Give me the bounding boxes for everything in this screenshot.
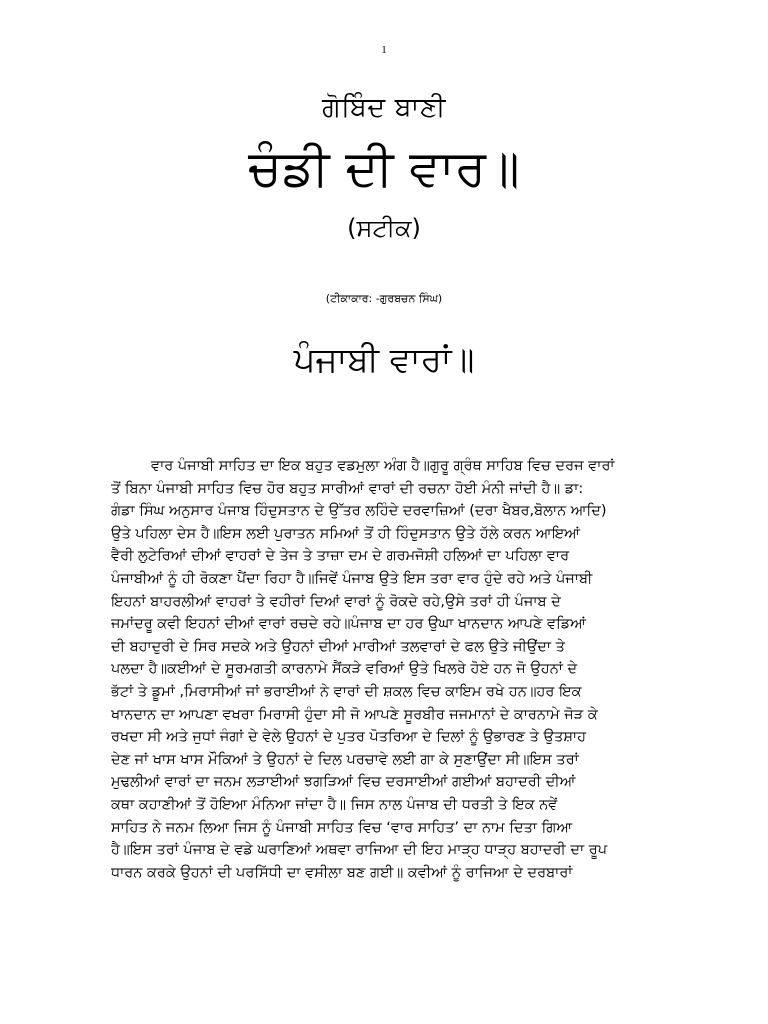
body-line: ਪੰਜਾਬੀਆਂ ਨੂੰ ਹੀ ਰੋਕਣਾ ਪੈਂਦਾ ਰਿਹਾ ਹੈ॥ਜਿਵੇਂ ਪੰਜਾਬ ਉਤੇ ਇਸ ਤਰਾ ਵਾਰ ਹੁੰਦੇ ਰਹੇ ਅਤੇ ਪੰਜਾਬੀ: [111, 570, 593, 587]
body-line: ਵਾਰ ਪੰਜਾਬੀ ਸਾਹਿਤ ਦਾ ਇਕ ਬਹੁਤ ਵਡਮੁਲਾ ਅੰਗ ਹੈ॥ਗੁਰੂ ਗ੍ਰੰਥ ਸਾਹਿਬ ਵਿਚ ਦਰਜ ਵਾਰਾਂ: [151, 458, 615, 474]
body-line: ਵੈਰੀ ਲੁਟੇਰਿਆਂ ਦੀਆਂ ਵਾਹਰਾਂ ਦੇ ਤੇਜ ਤੇ ਤਾਜ਼ਾ ਦਮ ਦੇ ਗਰਮਜੋਸ਼ੀ ਹਲਿਆਂ ਦਾ ਪਹਿਲਾ ਵਾਰ: [111, 548, 570, 565]
body-line: ਸਾਹਿਤ ਨੇ ਜਨਮ ਲਿਆ ਜਿਸ ਨੂੰ ਪੰਜਾਬੀ ਸਾਹਿਤ ਵਿਚ ‘ਵਾਰ ਸਾਹਿਤ’ ਦਾ ਨਾਮ ਦਿਤਾ ਗਿਆ: [111, 819, 573, 836]
body-line: ਦੇਣ ਜਾਂ ਖਾਸ ਖਾਸ ਮੌਕਿਆਂ ਤੇ ਉਹਨਾਂ ਦੇ ਦਿਲ ਪਰਚਾਵੇ ਲਈ ਗਾ ਕੇ ਸੁਣਾਉਂਦਾ ਸੀ॥ਇਸ ਤਰਾਂ: [111, 751, 579, 768]
body-line: ਤੋਂ ਬਿਨਾ ਪੰਜਾਬੀ ਸਾਹਿਤ ਵਿਚ ਹੋਰ ਬਹੁਤ ਸਾਰੀਆਂ ਵਾਰਾਂ ਦੀ ਰਚਨਾ ਹੋਈ ਮੰਨੀ ਜਾਂਦੀ ਹੈ॥ ਡਾ:: [111, 480, 584, 497]
book-title: ਗੋਬਿੰਦ ਬਾਣੀ: [321, 92, 447, 123]
body-line: ਜਮਾਂਦਰੂ ਕਵੀ ਇਹਨਾਂ ਦੀਆਂ ਵਾਰਾਂ ਰਚਦੇ ਰਹੇ॥ਪੰਜਾਬ ਦਾ ਹਰ ਉਘਾ ਖਾਨਦਾਨ ਆਪਣੇ ਵਡਿਆਂ: [111, 616, 586, 633]
subtitle: (ਸਟੀਕ): [347, 214, 421, 242]
body-line: ਉਤੇ ਪਹਿਲਾ ਦੇਸ ਹੈ॥ਇਸ ਲਈ ਪੁਰਾਤਨ ਸਮਿਆਂ ਤੋਂ ਹੀ ਹਿੰਦੁਸਤਾਨ ਉਤੇ ਹੱਲੇ ਕਰਨ ਆਇਆਂ: [111, 525, 580, 542]
main-title: ਚੰਡੀ ਦੀ ਵਾਰ॥: [248, 139, 520, 197]
page-number: 1: [381, 44, 387, 56]
section-title: ਪੰਜਾਬੀ ਵਾਰਾਂ॥: [293, 340, 475, 380]
body-line: ਧਾਰਨ ਕਰਕੇ ਉਹਨਾਂ ਦੀ ਪਰਸਿੱਧੀ ਦਾ ਵਸੀਲਾ ਬਣ ਗਈ॥ ਕਵੀਆਂ ਨੂੰ ਰਾਜਿਆ ਦੇ ਦਰਬਾਰਾਂ: [111, 864, 573, 881]
body-paragraph: [111, 455, 659, 884]
body-line: ਖਾਨਦਾਨ ਦਾ ਆਪਣਾ ਵਖਰਾ ਮਿਰਾਸੀ ਹੁੰਦਾ ਸੀ ਜੋ ਆਪਣੇ ਸੂਰਬੀਰ ਜਜਮਾਨਾਂ ਦੇ ਕਾਰਨਾਮੇ ਜੋੜ ਕੇ: [111, 706, 598, 723]
body-line: ਹੈ॥ਇਸ ਤਰਾਂ ਪੰਜਾਬ ਦੇ ਵਡੇ ਘਰਾਣਿਆਂ ਅਥਵਾ ਰਾਜਿਆ ਦੀ ਇਹ ਮਾੜ੍ਹ ਧਾੜ੍ਹ ਬਹਾਦਰੀ ਦਾ ਰੂਪ: [111, 842, 608, 859]
body-line: ਇਹਨਾਂ ਬਾਹਰਲੀਆਂ ਵਾਹਰਾਂ ਤੇ ਵਹੀਰਾਂ ਦਿਆਂ ਵਾਰਾਂ ਨੂੰ ਰੋਕਦੇ ਰਹੇ,ਉਸੇ ਤਰਾਂ ਹੀ ਪੰਜਾਬ ਦੇ: [111, 593, 561, 610]
body-line: ਰਖਦਾ ਸੀ ਅਤੇ ਜੁਧਾਂ ਜੰਗਾਂ ਦੇ ਵੇਲੇ ਉਹਨਾਂ ਦੇ ਪੁਤਰ ਪੋਤਰਿਆ ਦੇ ਦਿਲਾਂ ਨੂੰ ਉਭਾਰਣ ਤੇ ਉਤਸ਼ਾਹ: [111, 729, 587, 746]
body-line: ਮੁਢਲੀਆਂ ਵਾਰਾਂ ਦਾ ਜਨਮ ਲੜਾਈਆਂ ਝਗੜਿਆਂ ਵਿਚ ਦਰਸਾਈਆਂ ਗਈਆਂ ਬਹਾਦਰੀ ਦੀਆਂ: [111, 774, 576, 791]
body-line: ਦੀ ਬਹਾਦੁਰੀ ਦੇ ਸਿਰ ਸਦਕੇ ਅਤੇ ਉਹਨਾਂ ਦੀਆਂ ਮਾਰੀਆਂ ਤਲਵਾਰਾਂ ਦੇ ਫਲ ਉਤੇ ਜੀਉਂਦਾ ਤੇ: [111, 638, 565, 655]
body-line: ਗੰਡਾ ਸਿੰਘ ਅਨੁਸਾਰ ਪੰਜਾਬ ਹਿੰਦੁਸਤਾਨ ਦੇ ਉੱਤਰ ਲਹਿੰਦੇ ਦਰਵਾਜ਼ਿਆਂ (ਦਰਾ ਖੈਬਰ,ਬੋਲਾਨ ਆਦਿ): [111, 503, 607, 520]
commentator-credit: (ਟੀਕਾਕਾਰ: -ਗੁਰਬਚਨ ਸਿੰਘ): [325, 292, 443, 305]
body-line: ਪਲਦਾ ਹੈ॥ਕਈਆਂ ਦੇ ਸੂਰਮਗਤੀ ਕਾਰਨਾਮੇ ਸੈਂਕੜੇ ਵਰਿਆਂ ਉਤੇ ਖਿਲਰੇ ਹੋਏ ਹਨ ਜੋ ਉਹਨਾਂ ਦੇ: [111, 661, 578, 678]
body-line: ਭੱਟਾਂ ਤੇ ਡੂਮਾਂ ,ਮਿਰਾਸੀਆਂ ਜਾਂ ਭਰਾਈਆਂ ਨੇ ਵਾਰਾਂ ਦੀ ਸ਼ਕਲ ਵਿਚ ਕਾਇਮ ਰਖੇ ਹਨ॥ਹਰ ਇਕ: [111, 683, 582, 700]
body-line: ਕਥਾ ਕਹਾਣੀਆਂ ਤੋਂ ਹੋਇਆ ਮੰਨਿਆ ਜਾਂਦਾ ਹੈ॥ ਜਿਸ ਨਾਲ ਪੰਜਾਬ ਦੀ ਧਰਤੀ ਤੇ ਇਕ ਨਵੇਂ: [111, 796, 558, 813]
